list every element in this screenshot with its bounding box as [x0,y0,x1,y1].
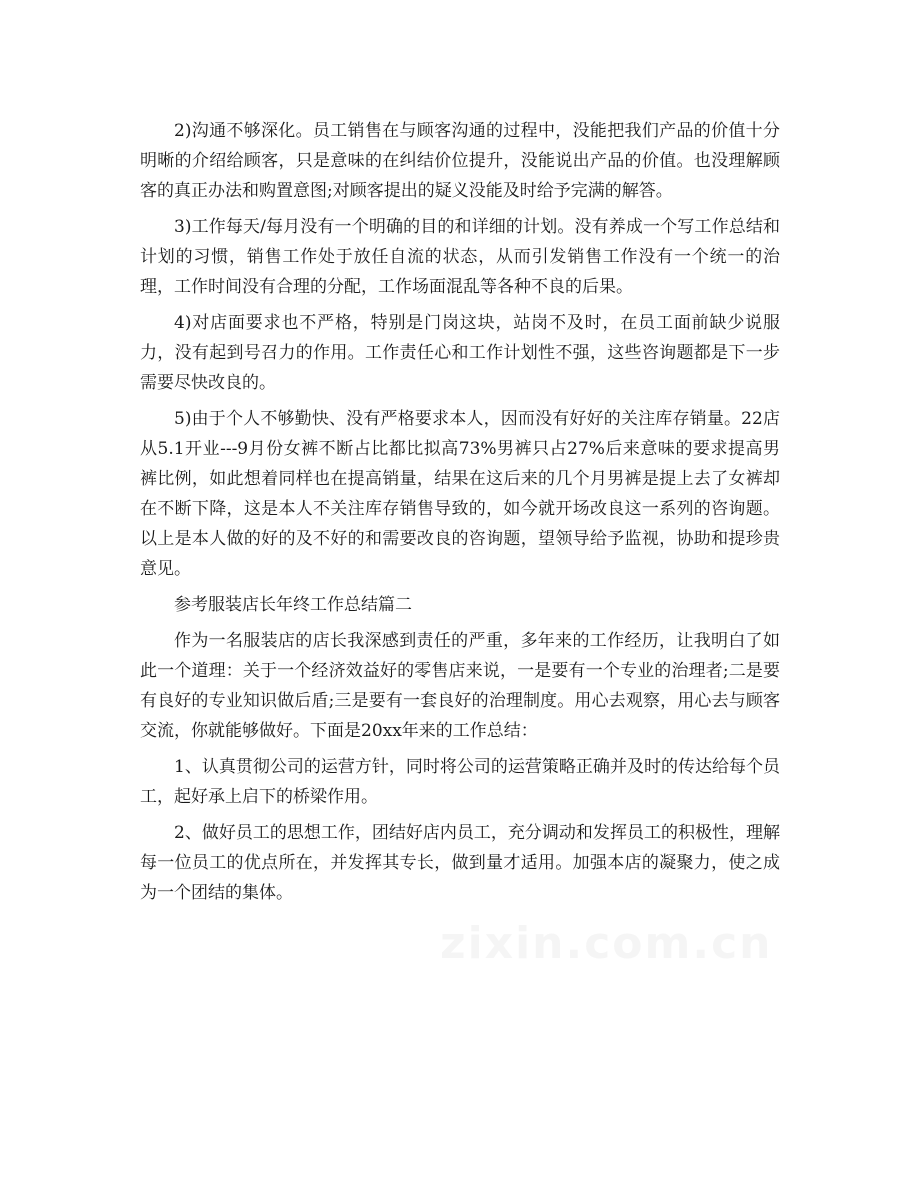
paragraph-item-2: 2、做好员工的思想工作，团结好店内员工，充分调动和发挥员工的积极性，理解每一位员工的优点所在，并发挥其专长，做到量才适用。加强本店的凝聚力，使之成为一个团结的集体。 [140,823,780,903]
paragraph-work-plan: 3)工作每天/每月没有一个明确的目的和详细的计划。没有养成一个写工作总结和计划的习惯，销售工作处于放任自流的状态，从而引发销售工作没有一个统一的治理，工作时间没有合理的分配，工作场面混乱等各种不良的后果。 [140,217,780,297]
paragraph-intro: 作为一名服装店的店长我深感到责任的严重，多年来的工作经历，让我明白了如此一个道理：关于一个经济效益好的零售店来说，一是要有一个专业的治理者;二是要有良好的专业知识做后盾;三是要有一套良好的治理制度。用心去观察，用心去与顾客交流，你就能够做好。下面是20xx年来的工作总结： [140,631,780,741]
paragraph-improve-communication: 2)沟通不够深化。员工销售在与顾客沟通的过程中，没能把我们产品的价值十分明晰的介绍给顾客，只是意味的在纠结价位提升，没能说出产品的价值。也没理解顾客的真正办法和购置意图;对顾客提出的疑义没能及时给予完满的解答。 [140,121,780,201]
document-body [140,116,780,914]
watermark: zixin.com.cn [440,918,773,969]
paragraph-inventory-sales: 5)由于个人不够勤快、没有严格要求本人，因而没有好好的关注库存销量。22店从5.1开业---9月份女裤不断占比都比拟高73%男裤只占27%后来意味的要求提高男裤比例，如此想着同样也在提高销量，结果在这后来的几个月男裤是提上去了女裤却在不断下降，这是本人不关注库存销售导致的，如今就开场改良这一系列的咨询题。以上是本人做的好的及不好的和需要改良的咨询题，望领导给予监视，协助和提珍贵意见。 [140,409,780,579]
paragraph-item-1: 1、认真贯彻公司的运营方针，同时将公司的运营策略正确并及时的传达给每个员工，起好承上启下的桥梁作用。 [140,757,780,807]
section-title: 参考服装店长年终工作总结篇二 [174,595,412,615]
paragraph-store-requirements: 4)对店面要求也不严格，特别是门岗这块，站岗不及时，在员工面前缺少说服力，没有起到号召力的作用。工作责任心和工作计划性不强，这些咨询题都是下一步需要尽快改良的。 [140,313,780,393]
